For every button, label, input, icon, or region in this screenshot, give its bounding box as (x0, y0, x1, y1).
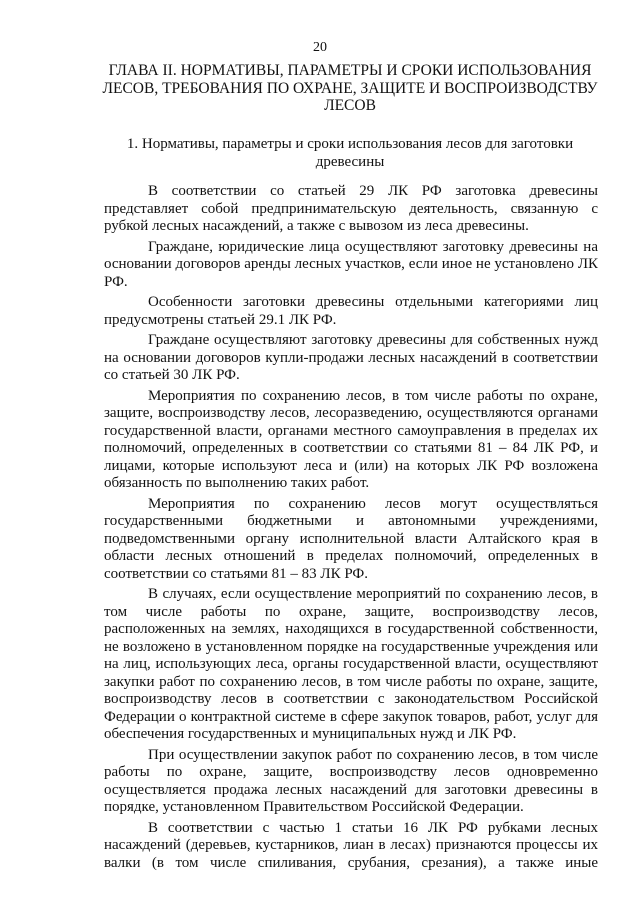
paragraph: Мероприятия по сохранению лесов, в том числе работы по охране, защите, воспроизводству лесов, лесоразведению, осуществляются органами государственной власти, органами местного самоуправления в пределах их полномочий, определенных в соответствии со статьями 81 – 84 ЛК РФ, и лицами, которые используют леса и (или) на которых ЛК РФ возложена обязанность по выполнению таких работ. (104, 387, 598, 491)
paragraph: Граждане осуществляют заготовку древесины для собственных нужд на основании договоров купли-продажи лесных насаждений в соответствии со статьей 30 ЛК РФ. (104, 332, 598, 383)
paragraph: Особенности заготовки древесины отдельными категориями лиц предусмотрены статьей 29.1 ЛК РФ. (104, 294, 598, 328)
paragraph: В случаях, если осуществление мероприятий по сохранению лесов, в том числе работы по охране, защите, воспроизводству лесов, расположенных на землях, находящихся в государственной собственности, не возложено в установленном порядке на государственные учреждения или на лиц, использующих леса, органы государственной власти, осуществляют закупки работ по сохранению лесов, в том числе работы по охране, защите, воспроизводству лесов в соответствии с законодательством Российской Федерации о контрактной системе в сфере закупок товаров, работ, услуг для обеспечения государственных и муниципальных нужд и ЛК РФ. (104, 586, 598, 742)
paragraph: В соответствии со статьей 29 ЛК РФ заготовка древесины представляет собой предпринимательскую деятельность, связанную с рубкой лесных насаждений, а также с вывозом из леса древесины. (104, 183, 598, 234)
section-title: 1. Нормативы, параметры и сроки использования лесов для заготовки древесины (126, 136, 574, 170)
document-body (104, 183, 598, 875)
paragraph: При осуществлении закупок работ по сохранению лесов, в том числе работы по охране, защите, воспроизводству лесов одновременно осуществляется продажа лесных насаждений для заготовки древесины в порядке, установленном Правительством Российской Федерации. (104, 746, 598, 815)
paragraph: В соответствии с частью 1 статьи 16 ЛК РФ рубками лесных насаждений (деревьев, кустарников, лиан в лесах) признаются процессы их валки (в том числе спиливания, срубания, срезания), а также иные (104, 819, 598, 871)
chapter-title: ГЛАВА II. НОРМАТИВЫ, ПАРАМЕТРЫ И СРОКИ ИСПОЛЬЗОВАНИЯ ЛЕСОВ, ТРЕБОВАНИЯ ПО ОХРАНЕ, ЗАЩИТЕ И ВОСПРОИЗВОДСТВУ ЛЕСОВ (102, 62, 598, 114)
paragraph: Граждане, юридические лица осуществляют заготовку древесины на основании договоров аренды лесных участков, если иное не установлено ЛК РФ. (104, 238, 598, 290)
paragraph: Мероприятия по сохранению лесов могут осуществляться государственными бюджетными и автономными учреждениями, подведомственными органу исполнительной власти Алтайского края в области лесных отношений в пределах полномочий, определенных в соответствии со статьями 81 – 83 ЛК РФ. (104, 495, 598, 582)
page-number: 20 (313, 40, 327, 55)
